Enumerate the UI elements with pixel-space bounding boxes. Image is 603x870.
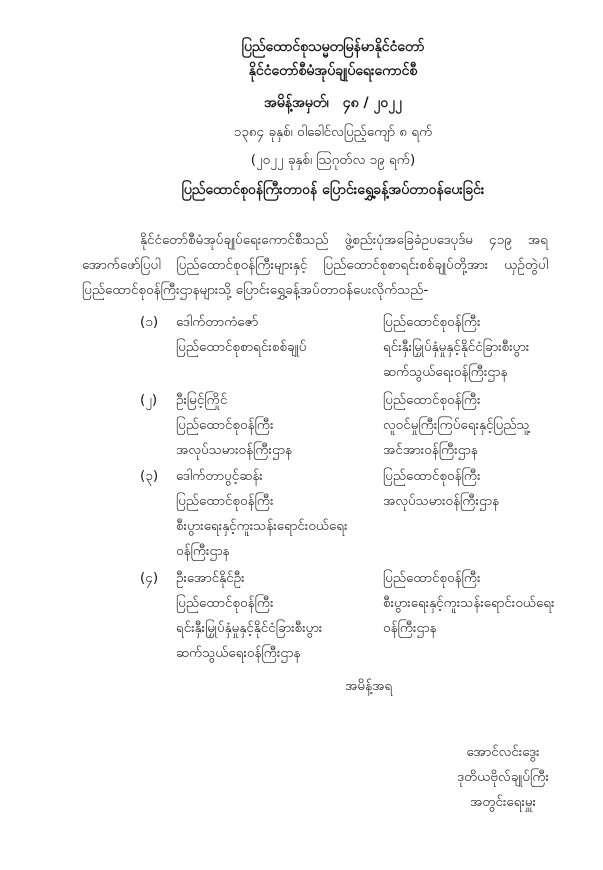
previous-post-line: ပြည်ထောင်စုစာရင်းစစ်ချုပ် (176, 339, 307, 355)
appointment-entry (0, 464, 603, 564)
body-line: နိုင်ငံတော်စီမံအုပ်ချုပ်ရေးကောင်စီသည် ဖွဲ့စည်းပုံအခြေခံဥပဒေပုဒ်မ ၄၁၉ အရ (140, 232, 548, 248)
new-post-line: ပြည်ထောင်စုဝန်ကြီး (383, 468, 481, 484)
body-line: ပြည်ထောင်စုဝန်ကြီးဌာနများသို့ ပြောင်းရွှေ့ခန့်အပ်တာဝန်ပေးလိုက်သည်- (82, 282, 429, 298)
body-line: အောက်ဖော်ပြပါ ပြည်ထောင်စုဝန်ကြီးများနှင့် ပြည်ထောင်စုစာရင်းစစ်ချုပ်တို့အား ယှဉ်တွဲပါ (82, 257, 548, 273)
myanmar-date-line: ၁၃၈၄ ခုနှစ်၊ ဝါခေါင်လပြည့်ကျော် ၈ ရက် (233, 124, 433, 140)
new-post-line: အလုပ်သမားဝန်ကြီးဌာန (383, 493, 499, 509)
new-post-line: ရင်းနှီးမြှုပ်နှံမှုနှင့်နိုင်ငံခြားစီးပွား (383, 339, 530, 355)
previous-post-line: ရင်းနှီးမြှုပ်နှံမှုနှင့်နိုင်ငံခြားစီးပွား (176, 620, 323, 636)
order-number-label: အမိန့်အမှတ်၊ (263, 95, 329, 111)
previous-post-line: ပြည်ထောင်စုဝန်ကြီး (176, 493, 274, 509)
appointee-name: ဦးအောင်နိုင်ဦး (176, 570, 245, 586)
state-name-heading: ပြည်ထောင်စုသမ္မတမြန်မာနိုင်ငံတော် (241, 39, 425, 55)
appointment-entry (0, 310, 603, 385)
signatory-rank: ဒုတိယဗိုလ်ချုပ်ကြီး (457, 769, 549, 785)
new-post-line: စီးပွားရေးနှင့်ကူးသန်းရောင်းဝယ်ရေး (383, 595, 555, 611)
entry-number: (၄) (140, 570, 159, 586)
entry-number: (၁) (140, 314, 159, 330)
new-post-line: ဝန်ကြီးဌာန (383, 620, 437, 636)
previous-post-line: ဆက်သွယ်ရေးဝန်ကြီးဌာန (176, 645, 301, 661)
previous-post-line: အလုပ်သမားဝန်ကြီးဌာန (176, 442, 292, 458)
appointment-entry (0, 388, 603, 463)
previous-post-line: ပြည်ထောင်စုဝန်ကြီး (176, 595, 274, 611)
appointee-name: ဒေါက်တာကံဇော် (176, 314, 259, 330)
new-post-line: လူဝင်မှုကြီးကြပ်ရေးနှင့်ပြည်သူ့ (383, 417, 530, 433)
appointment-entry (0, 566, 603, 666)
new-post-line: အင်အားဝန်ကြီးဌာန (383, 442, 478, 458)
appointee-name: ဒေါက်တာပွင့်ဆန်း (176, 468, 263, 484)
previous-post-line: ပြည်ထောင်စုဝန်ကြီး (176, 417, 274, 433)
order-number-line (120, 91, 546, 116)
gregorian-date-line: (၂၀၂၂ ခုနှစ်၊ ဩဂုတ်လ ၁၉ ရက်) (250, 152, 416, 168)
council-name-heading: နိုင်ငံတော်စီမံအုပ်ချုပ်ရေးကောင်စီ (248, 63, 418, 79)
new-post-line: ပြည်ထောင်စုဝန်ကြီး (383, 570, 481, 586)
entry-number: (၂) (140, 392, 158, 408)
signatory-name: အောင်လင်းဒွေး (466, 744, 540, 760)
document-title: ပြည်ထောင်စုဝန်ကြီးတာဝန် ပြောင်းရွှေ့ခန့်အပ်တာဝန်ပေးခြင်း (181, 182, 485, 198)
new-post-line: ပြည်ထောင်စုဝန်ကြီး (383, 314, 481, 330)
new-post-line: ပြည်ထောင်စုဝန်ကြီး (383, 392, 481, 408)
previous-post-line: စီးပွားရေးနှင့်ကူးသန်းရောင်းဝယ်ရေး (176, 518, 348, 534)
order-number: ၄၈ / ၂၀၂၂ (342, 95, 403, 111)
new-post-line: ဆက်သွယ်ရေးဝန်ကြီးဌာန (383, 364, 508, 380)
by-order-line: အမိန့်အရ (345, 678, 393, 694)
appointee-name: ဦးမြင့်ကြိုင် (176, 392, 228, 408)
entry-number: (၃) (140, 468, 159, 484)
signatory-position: အတွင်းရေးမှူး (469, 794, 537, 810)
previous-post-line: ဝန်ကြီးဌာန (176, 543, 230, 559)
